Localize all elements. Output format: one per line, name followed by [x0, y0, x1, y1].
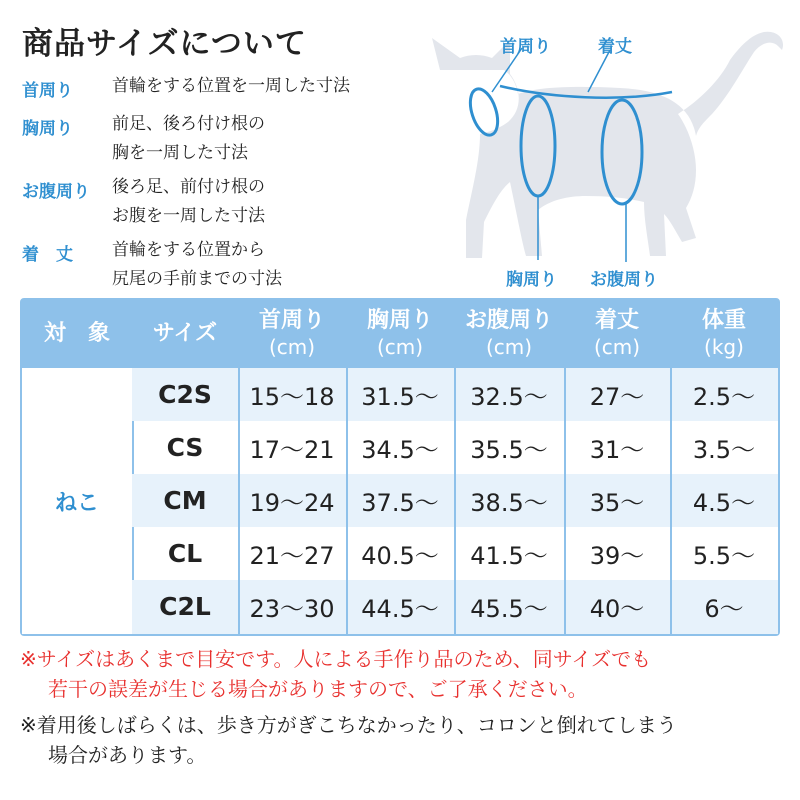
weight-cell: 4.5〜	[692, 489, 756, 517]
belly-cell: 45.5〜	[470, 595, 548, 623]
header-weight-unit: (kg)	[704, 335, 744, 359]
note-walking	[20, 710, 790, 770]
header-neck-unit: (cm)	[268, 335, 316, 359]
belly-label: お腹周り	[590, 270, 658, 290]
header-target	[22, 300, 132, 368]
column-divider	[346, 368, 348, 634]
definition-term: お腹周り	[22, 182, 90, 202]
note-accuracy	[20, 644, 790, 704]
size-table	[20, 298, 780, 636]
size-cell: CS	[166, 433, 204, 462]
belly-cell: 38.5〜	[470, 489, 548, 517]
note-line: 若干の誤差が生じる場合がありますので、ご了承ください。	[48, 677, 588, 701]
header-weight-label: 体重	[701, 308, 746, 333]
definition-term: 着 丈	[22, 245, 73, 265]
weight-cell: 6〜	[704, 595, 744, 623]
belly-cell: 35.5〜	[470, 436, 548, 464]
note-line: ※着用後しばらくは、歩き方がぎこちなかったり、コロンと倒れてしまう	[20, 713, 677, 737]
belly-cell: 41.5〜	[470, 542, 548, 570]
definition-line: 後ろ足、前付け根の	[112, 177, 265, 197]
definition-line: 胸を一周した寸法	[112, 143, 248, 163]
definition-line: お腹を一周した寸法	[112, 206, 265, 226]
note-line: 場合があります。	[48, 743, 207, 767]
column-divider	[238, 368, 240, 634]
definition-term: 首周り	[22, 81, 73, 101]
weight-cell: 5.5〜	[692, 542, 756, 570]
header-belly-label: お腹周り	[464, 308, 553, 333]
chest-label: 胸周り	[506, 270, 557, 290]
definition-line: 前足、後ろ付け根の	[112, 114, 265, 134]
neck-cell: 17〜21	[249, 436, 335, 464]
neck-cell: 21〜27	[249, 542, 335, 570]
length-cell: 35〜	[589, 489, 645, 517]
notes	[20, 644, 790, 770]
size-cell: CM	[163, 486, 207, 515]
chest-cell: 34.5〜	[361, 436, 439, 464]
column-divider	[564, 368, 566, 634]
header-length	[564, 300, 670, 368]
definition-text	[112, 72, 432, 101]
header-size-label: サイズ	[152, 321, 218, 346]
neck-cell: 15〜18	[249, 383, 335, 411]
weight-cell: 2.5〜	[692, 383, 756, 411]
header-belly-unit: (cm)	[485, 335, 533, 359]
length-cell: 27〜	[589, 383, 645, 411]
header-size	[132, 300, 238, 368]
header-target-label: 対 象	[43, 321, 110, 346]
definition-term: 胸周り	[22, 119, 73, 139]
definition-text	[112, 236, 432, 294]
header-weight	[670, 300, 778, 368]
note-line: ※サイズはあくまで目安です。人による手作り品のため、同サイズでも	[20, 647, 652, 671]
chest-cell: 40.5〜	[361, 542, 439, 570]
column-divider	[454, 368, 456, 634]
header-length-label: 着丈	[594, 308, 639, 333]
size-cell: C2S	[158, 380, 212, 409]
header-belly	[454, 300, 564, 368]
definition-line: 尻尾の手前までの寸法	[112, 269, 282, 289]
definition-line: 首輪をする位置から	[112, 240, 265, 260]
definition-line: 首輪をする位置を一周した寸法	[112, 76, 350, 96]
chest-cell: 44.5〜	[361, 595, 439, 623]
header-length-unit: (cm)	[593, 335, 641, 359]
column-divider	[670, 368, 672, 634]
table-header	[22, 300, 778, 368]
definition-text	[112, 173, 432, 231]
neck-cell: 23〜30	[249, 595, 335, 623]
header-neck	[238, 300, 346, 368]
header-chest-label: 胸周り	[366, 308, 433, 333]
neck-label: 首周り	[500, 37, 551, 57]
header-neck-label: 首周り	[258, 308, 325, 333]
target-cell: ねこ	[22, 368, 134, 634]
length-cell: 40〜	[589, 595, 645, 623]
size-cell: CL	[167, 539, 203, 568]
length-cell: 31〜	[589, 436, 645, 464]
chest-cell: 37.5〜	[361, 489, 439, 517]
definition-text	[112, 110, 432, 168]
table-body	[22, 368, 778, 634]
length-label: 着丈	[598, 37, 632, 57]
belly-cell: 32.5〜	[470, 383, 548, 411]
neck-ring	[465, 85, 503, 138]
length-cell: 39〜	[589, 542, 645, 570]
header-chest	[346, 300, 454, 368]
weight-cell: 3.5〜	[692, 436, 756, 464]
cat-measurement-diagram	[400, 10, 800, 295]
page-title: 商品サイズについて	[22, 26, 307, 62]
header-chest-unit: (cm)	[376, 335, 424, 359]
neck-cell: 19〜24	[249, 489, 335, 517]
size-cell: C2L	[159, 592, 211, 621]
chest-cell: 31.5〜	[361, 383, 439, 411]
